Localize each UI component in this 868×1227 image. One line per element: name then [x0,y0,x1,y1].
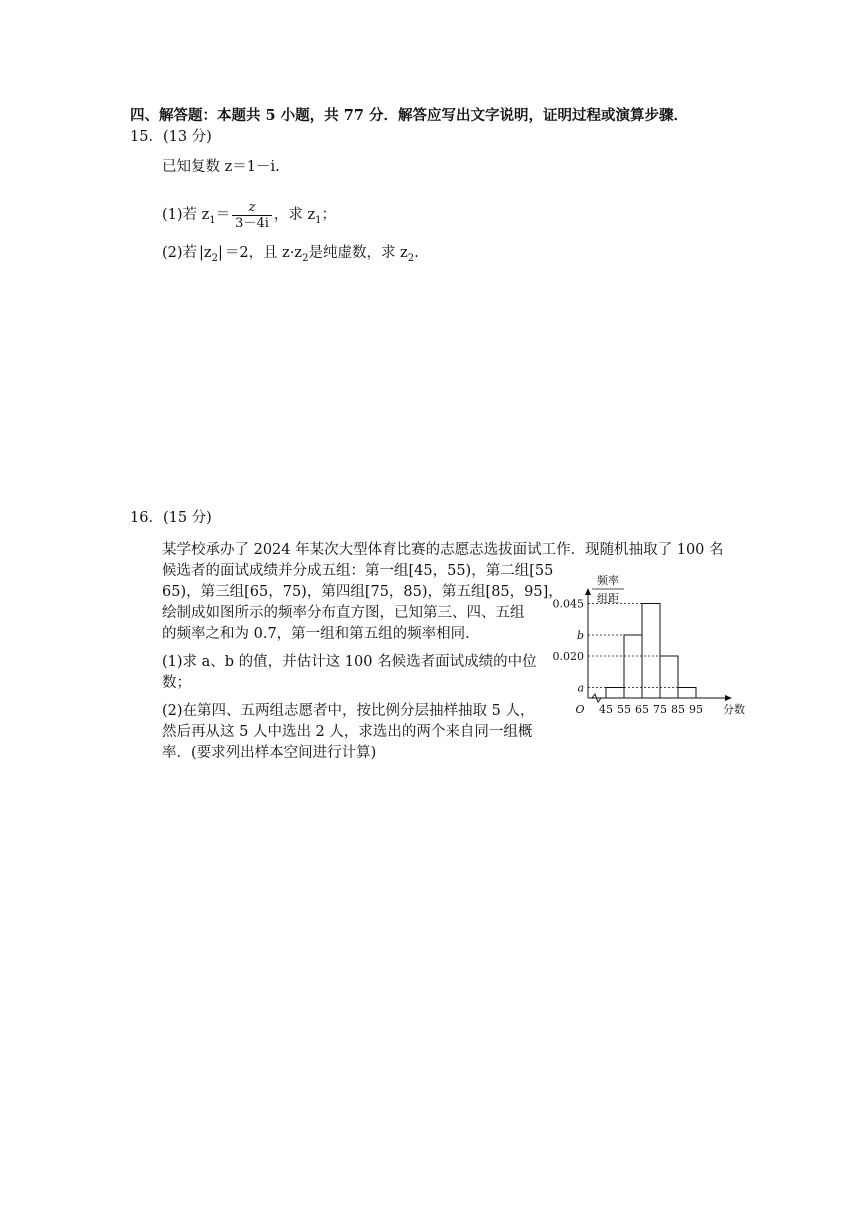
q15-part1-prefix: (1)若 z [162,207,210,223]
y-tick-label: b [576,629,584,642]
histogram-bar [678,688,696,699]
x-axis-arrow [725,695,732,701]
origin-label: O [575,703,585,716]
q16-number: 16．(15 分) [130,510,212,526]
x-axis-label: 分数 [723,703,745,716]
q15-fraction [232,200,272,231]
histogram-bar [660,656,678,698]
x-tick-label: 55 [617,703,631,716]
histogram-bar [642,604,660,699]
y-tick-label: 0.045 [552,597,584,611]
q15-part2-end: . [414,245,419,261]
q16-intro-line-5: 的频率之和为 0.7，第一组和第五组的频率相同． [162,626,480,642]
q16-intro-line-4: 绘制成如图所示的频率分布直方图，已知第三、四、五组 [162,605,525,621]
x-tick-label: 65 [635,703,649,716]
q15-part2-tail: 是纯虚数，求 z [308,245,408,261]
q16-intro-line-1: 某学校承办了 2024 年某次大型体育比赛的志愿志选拔面试工作．现随机抽取了 100 名 [162,542,724,558]
x-tick-label: 75 [653,703,667,716]
q16-part2-line-2: 然后再从这 5 人中选出 2 人，求选出的两个来自同一组概 [162,724,533,740]
q16-part2-line-1: (2)在第四、五两组志愿者中，按比例分层抽样抽取 5 人， [162,703,535,719]
q15-number: 15．(13 分) [130,129,212,145]
q15-intro: 已知复数 z＝1－i. [162,159,280,175]
q15-fraction-numerator: z [232,200,272,216]
y-axis-label-top: 频率 [597,574,619,587]
q15-part1-suffix-sub: 1 [315,214,322,226]
q16-part1-line-2: 数； [162,675,191,691]
q15-part1 [162,198,336,238]
y-axis-arrow [585,588,591,595]
q16-intro-line-3: 65)，第三组[65，75)，第四组[75，85)，第五组[85，95]， [162,584,563,600]
histogram-bar [624,635,642,698]
frequency-histogram [552,570,745,725]
y-axis-label-bottom: 组距 [597,592,619,605]
q15-part1-suffix: ，求 z [273,207,316,223]
x-tick-label: 85 [671,703,685,716]
section-heading: 四、解答题：本题共 5 小题，共 77 分．解答应写出文字说明，证明过程或演算步骤． [130,107,688,124]
q16-part2-line-3: 率．(要求列出样本空间进行计算) [162,745,377,761]
q15-part1-end: ； [321,207,336,223]
x-tick-label: 95 [689,703,703,716]
y-tick-label: a [577,681,584,695]
q15-part1-sub: 1 [209,214,216,226]
q15-fraction-denominator: 3－4i [235,215,269,231]
y-tick-label: 0.020 [552,650,584,663]
q16-part1-line-1: (1)求 a、b 的值，并估计这 100 名候选者面试成绩的中位 [162,654,537,670]
q15-part2-mid: ＝2，且 z·z [224,245,303,261]
q16-intro-line-2: 候选者的面试成绩并分成五组：第一组[45，55)，第二组[55 [162,563,554,579]
q15-part1-eq: ＝ [215,207,231,223]
q15-part2-mid-sub: 2 [302,252,309,264]
q15-part2-prefix: (2)若 [162,245,198,261]
q15-part2 [162,244,419,268]
histogram-bar [606,688,624,699]
q15-part2-tail-sub: 2 [407,252,415,264]
q15-part2-abs: $|z_2|$ [199,245,223,264]
x-tick-label: 45 [599,703,613,716]
